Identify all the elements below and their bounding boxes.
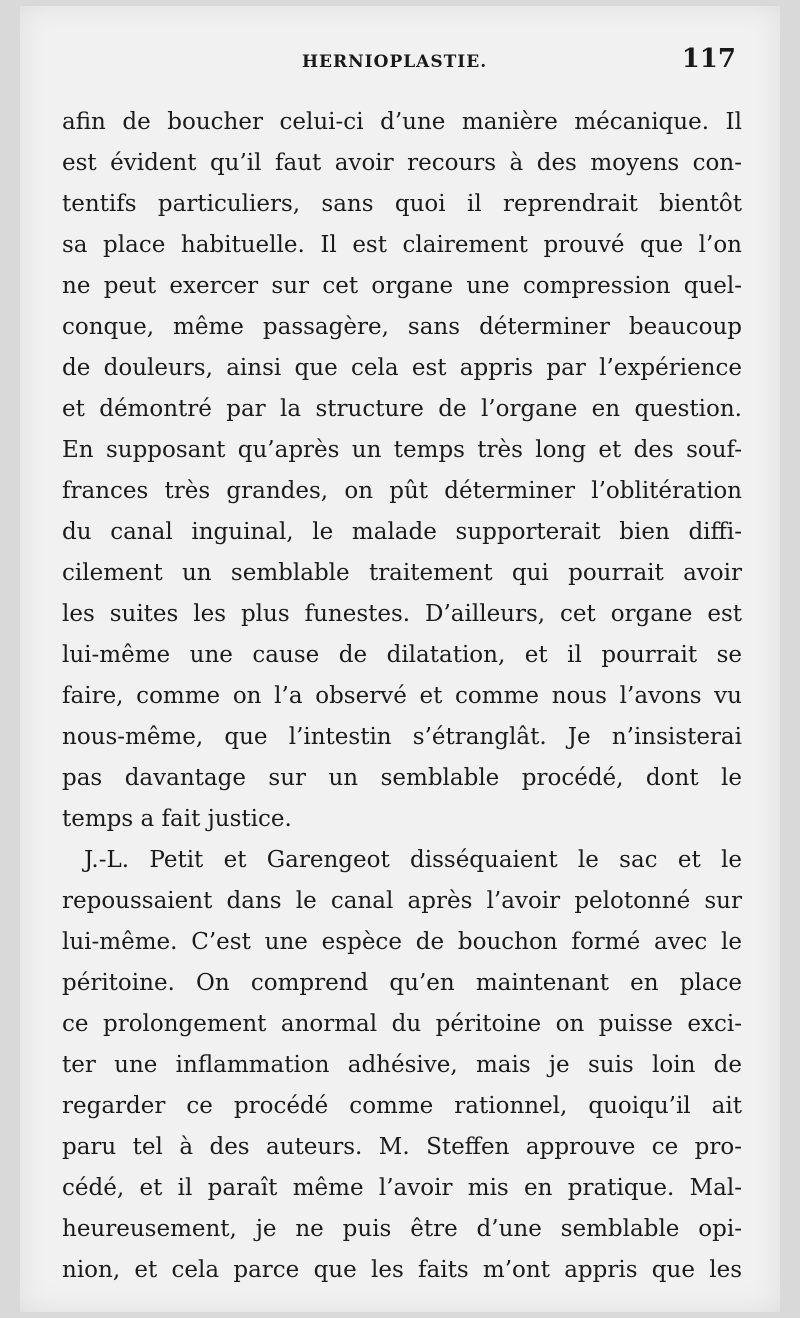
text-line: sa place habituelle. Il est clairement prouvé que l’on [62, 232, 742, 258]
text-line: lui-même. C’est une espèce de bouchon formé avec le [62, 929, 742, 955]
page-header [20, 44, 780, 84]
text-line: conque, même passagère, sans déterminer beaucoup [62, 314, 742, 340]
text-line: heureusement, je ne puis être d’une semblable opi- [62, 1216, 742, 1242]
text-line: paru tel à des auteurs. M. Steffen approuve ce pro- [62, 1134, 742, 1160]
book-page [20, 6, 780, 1312]
text-line: ter une inflammation adhésive, mais je suis loin de [62, 1052, 742, 1078]
text-line: repoussaient dans le canal après l’avoir pelotonné sur [62, 888, 742, 914]
text-line: regarder ce procédé comme rationnel, quoiqu’il ait [62, 1093, 742, 1119]
body-text [62, 102, 742, 1291]
text-line: et démontré par la structure de l’organe en question. [62, 396, 742, 422]
text-line: ne peut exercer sur cet organe une compression quel- [62, 273, 742, 299]
text-line: du canal inguinal, le malade supporterait bien diffi- [62, 519, 742, 545]
text-line: cédé, et il paraît même l’avoir mis en pratique. Mal- [62, 1175, 742, 1201]
running-head: HERNIOPLASTIE. [302, 52, 488, 72]
text-line: tentifs particuliers, sans quoi il reprendrait bientôt [62, 191, 742, 217]
text-line: ce prolongement anormal du péritoine on puisse exci- [62, 1011, 742, 1037]
text-line: de douleurs, ainsi que cela est appris par l’expérience [62, 355, 742, 381]
text-line: péritoine. On comprend qu’en maintenant en place [62, 970, 742, 996]
text-line-paragraph-start: J.-L. Petit et Garengeot disséquaient le sac et le [84, 847, 742, 873]
text-line: faire, comme on l’a observé et comme nous l’avons vu [62, 683, 742, 709]
text-line: lui-même une cause de dilatation, et il pourrait se [62, 642, 742, 668]
page-number: 117 [681, 44, 736, 74]
text-line-paragraph-end: temps a fait justice. [62, 806, 292, 832]
text-line: les suites les plus funestes. D’ailleurs, cet organe est [62, 601, 742, 627]
text-line: pas davantage sur un semblable procédé, dont le [62, 765, 742, 791]
text-line: afin de boucher celui-ci d’une manière mécanique. Il [62, 109, 742, 135]
text-line: cilement un semblable traitement qui pourrait avoir [62, 560, 742, 586]
text-line: est évident qu’il faut avoir recours à des moyens con- [62, 150, 742, 176]
text-line: frances très grandes, on pût déterminer l’oblitération [62, 478, 742, 504]
text-line: nous-même, que l’intestin s’étranglât. Je n’insisterai [62, 724, 742, 750]
text-line: En supposant qu’après un temps très long et des souf- [62, 437, 742, 463]
text-line: nion, et cela parce que les faits m’ont appris que les [62, 1257, 742, 1283]
